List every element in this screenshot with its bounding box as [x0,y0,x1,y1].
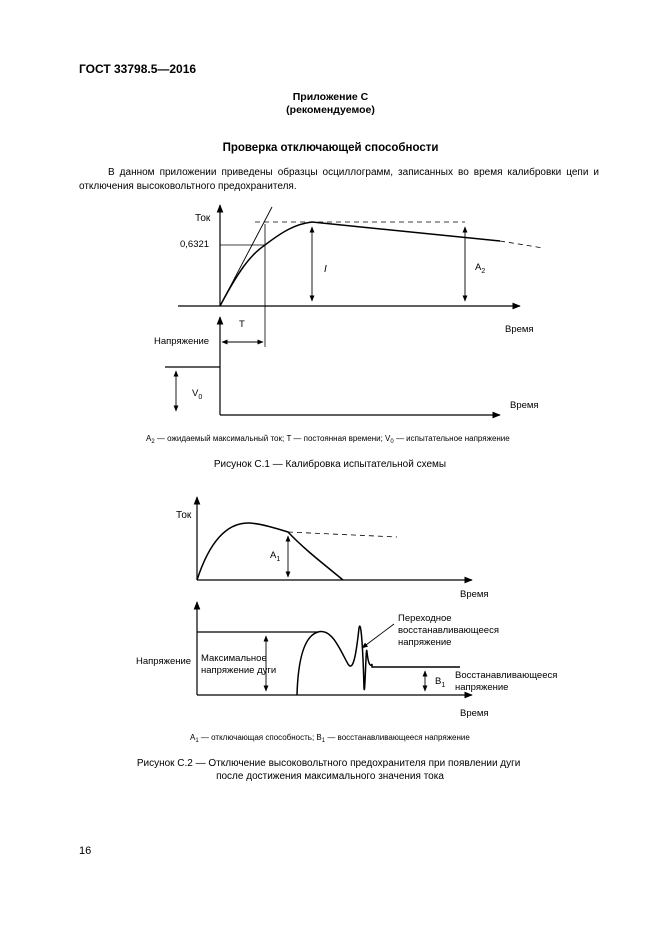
figure-c2 [0,480,661,800]
c1-curve-dashed-tail [500,241,543,248]
page-number: 16 [79,845,92,857]
c1-time-label-1: Время [505,324,534,335]
c2-transient-label: Переходное восстанавливающееся напряжение [398,613,499,648]
standard-number: ГОСТ 33798.5—2016 [79,62,197,76]
c1-current-label: Ток [195,213,211,224]
intro-paragraph: В данном приложении приведены образцы осциллограмм, записанных во время калибровки цепи и отключения высоковольтного предохранителя. [79,167,599,192]
section-title: Проверка отключающей способности [222,142,439,154]
c2-time-label-2: Время [460,708,489,719]
c2-B1-label: $B_1$ [435,676,446,689]
c1-legend: $A_2$ — ожидаемый максимальный ток; T — постоянная времени; $V_0$ — испытательное напряжение [146,434,510,445]
c2-voltage-label: Напряжение [136,656,192,667]
c2-prospective-dashed [288,532,397,537]
c2-A1-label: $A_1$ [270,550,281,563]
c2-time-label-1: Время [460,589,489,600]
c1-V0-label: $V_0$ [192,388,203,401]
c1-time-label-2: Время [510,400,539,411]
c2-caption: Рисунок С.2 — Отключение высоковольтного предохранителя при появлении дуги после достижения максимального значения тока [136,758,521,782]
c2-max-arc-label: Максимальное напряжение дуги [201,653,277,676]
c2-current-label: Ток [176,510,192,521]
c1-A2-label: $A_2$ [475,262,486,275]
c1-voltage-label: Напряжение [154,336,210,347]
c2-transient-pointer [362,624,394,648]
c1-T-label: T [239,319,245,330]
appendix-subtitle: (рекомендуемое) [286,104,375,116]
c1-current-curve [220,222,500,306]
c1-0632-label: 0,6321 [180,239,210,250]
appendix-title: Приложение С [292,91,369,103]
c2-legend: $A_1$ — отключающая способность; $B_1$ — восстанавливающееся напряжение [190,733,470,744]
c2-recovery-label: Восстанавливающееся напряжение [455,670,558,693]
c1-I-label: I [324,264,327,275]
c1-caption: Рисунок С.1 — Калибровка испытательной схемы [213,459,447,470]
